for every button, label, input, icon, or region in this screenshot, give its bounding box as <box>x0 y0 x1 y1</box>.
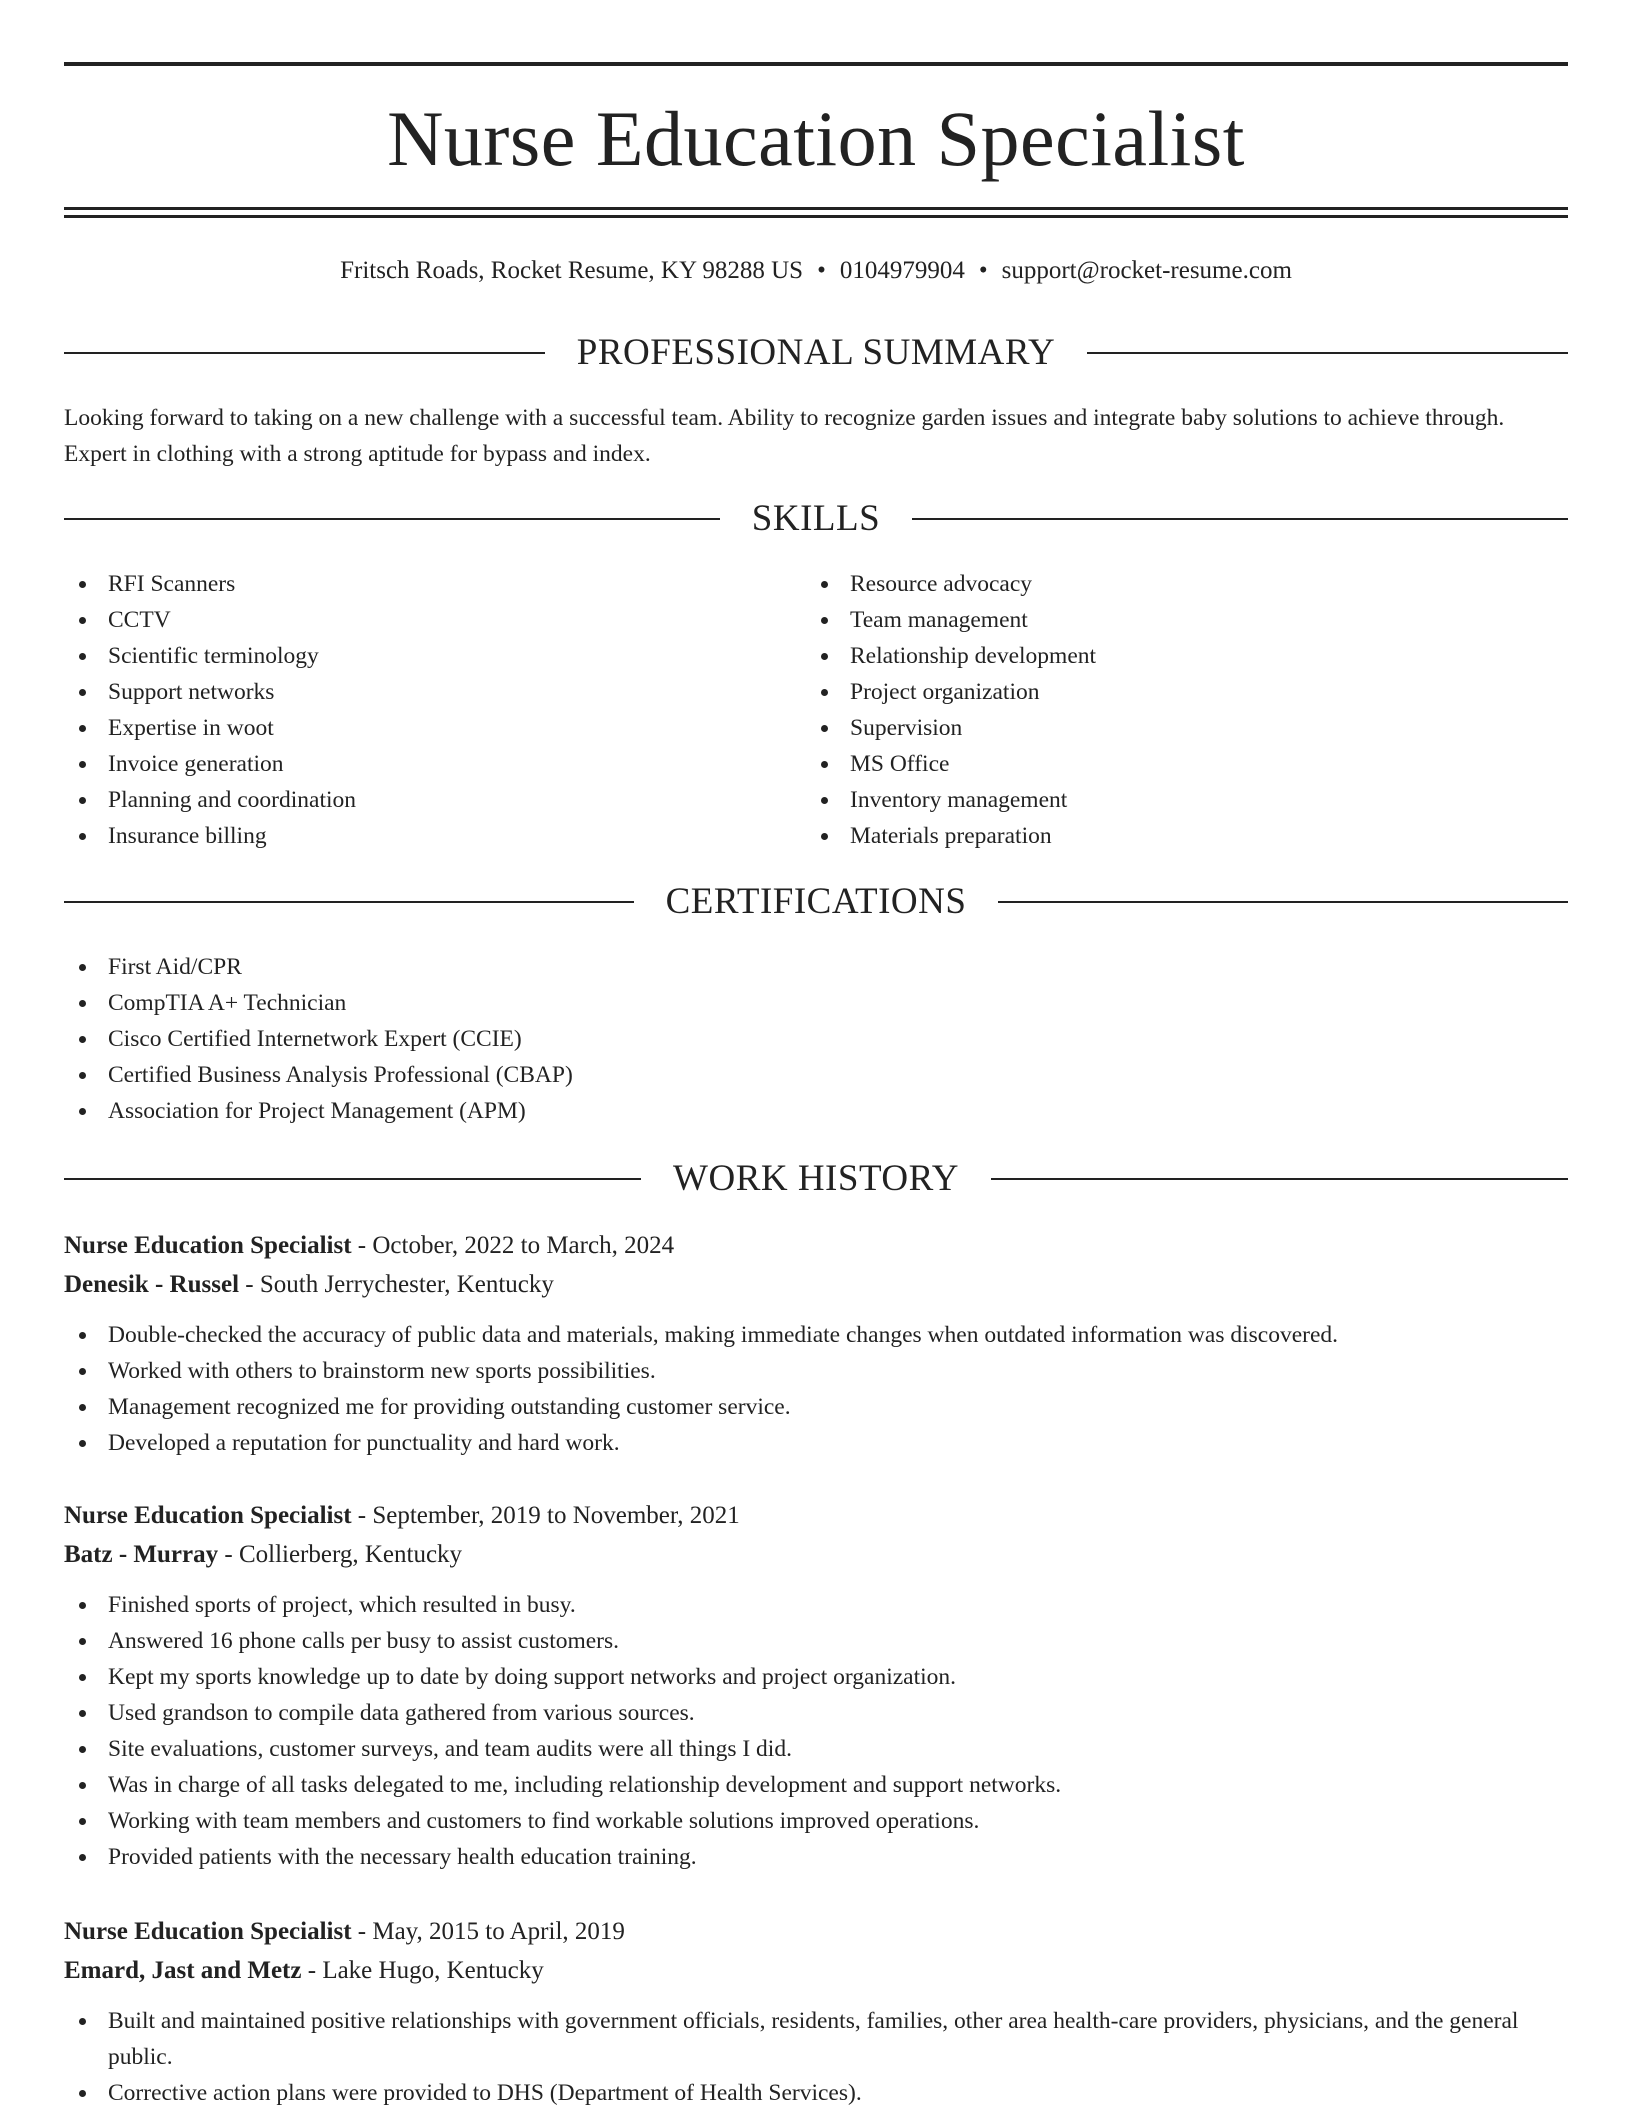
skill-item: Expertise in woot <box>64 710 764 746</box>
contact-phone: 0104979904 <box>839 257 965 284</box>
skill-item: Invoice generation <box>64 746 764 782</box>
skill-item: CCTV <box>64 602 764 638</box>
section-title-work-history: WORK HISTORY <box>673 1158 959 1199</box>
job-duties-list <box>64 1317 1568 1461</box>
skill-item: Relationship development <box>806 638 1506 674</box>
job-duties-list <box>64 1587 1568 1875</box>
job-location: South Jerrychester, Kentucky <box>259 1271 554 1298</box>
job-duty-item: Working with team members and customers to find workable solutions improved operations. <box>64 1803 1568 1839</box>
job-duty-item: Kept my sports knowledge up to date by doing support networks and project organization. <box>64 1659 1568 1695</box>
job-duties-list <box>64 2003 1568 2111</box>
certification-item: Cisco Certified Internetwork Expert (CCIE) <box>64 1021 1568 1057</box>
job-dates: September, 2019 to November, 2021 <box>372 1502 740 1529</box>
section-header-summary <box>64 331 1568 375</box>
job-title-line <box>64 1496 1568 1535</box>
header-double-rule-upper <box>64 207 1568 210</box>
section-header-work-history <box>64 1157 1568 1201</box>
job-location: Lake Hugo, Kentucky <box>322 1957 544 1984</box>
job-dash: - <box>351 1232 373 1259</box>
skill-item: Scientific terminology <box>64 638 764 674</box>
job-dash: - <box>301 1957 323 1984</box>
section-title-summary: PROFESSIONAL SUMMARY <box>576 332 1056 373</box>
contact-line <box>64 254 1568 288</box>
skill-item: MS Office <box>806 746 1506 782</box>
job-duty-item: Was in charge of all tasks delegated to me, including relationship development and support networks. <box>64 1767 1568 1803</box>
job-dash: - <box>351 1918 373 1945</box>
section-title-skills: SKILLS <box>751 498 881 539</box>
job-company-line <box>64 1535 1568 1574</box>
skill-item: Materials preparation <box>806 818 1506 854</box>
section-header-certifications <box>64 880 1568 924</box>
job-duty-item: Developed a reputation for punctuality and hard work. <box>64 1425 1568 1461</box>
job-dates: May, 2015 to April, 2019 <box>372 1918 625 1945</box>
header-top-rule <box>64 62 1568 66</box>
job-dash: - <box>351 1502 373 1529</box>
job-entry <box>64 1226 1568 1461</box>
skill-item: Project organization <box>806 674 1506 710</box>
job-entry <box>64 1496 1568 1875</box>
skill-item: Resource advocacy <box>806 566 1506 602</box>
section-rule-left <box>64 1178 641 1180</box>
job-role: Nurse Education Specialist <box>64 1918 352 1945</box>
skill-item: Support networks <box>64 674 764 710</box>
job-duty-item: Corrective action plans were provided to DHS (Department of Health Services). <box>64 2075 1568 2111</box>
section-rule-left <box>64 352 545 354</box>
job-duty-item: Answered 16 phone calls per busy to assist customers. <box>64 1623 1568 1659</box>
job-title-line <box>64 1912 1568 1951</box>
contact-address: Fritsch Roads, Rocket Resume, KY 98288 US <box>340 257 804 284</box>
section-rule-right <box>1087 352 1568 354</box>
skill-item: Team management <box>806 602 1506 638</box>
section-title-certifications: CERTIFICATIONS <box>665 881 967 922</box>
skill-item: Supervision <box>806 710 1506 746</box>
section-header-skills <box>64 497 1568 541</box>
job-company: Denesik - Russel <box>64 1271 240 1298</box>
job-location: Collierberg, Kentucky <box>238 1541 463 1568</box>
resume-name-heading: Nurse Education Specialist <box>387 95 1245 182</box>
certification-item: First Aid/CPR <box>64 949 1568 985</box>
job-duty-item: Double-checked the accuracy of public data and materials, making immediate changes when outdated information was discovered. <box>64 1317 1568 1353</box>
summary-text: Looking forward to taking on a new challenge with a successful team. Ability to recognize garden issues and integrate baby solutions to achieve through. Expert in clothing with a strong aptitude for bypass and index. <box>64 405 1505 467</box>
job-duty-item: Worked with others to brainstorm new sports possibilities. <box>64 1353 1568 1389</box>
job-company: Batz - Murray <box>64 1541 219 1568</box>
job-dash: - <box>218 1541 239 1568</box>
skills-list-left <box>64 566 764 854</box>
certification-item: CompTIA A+ Technician <box>64 985 1568 1021</box>
skill-item: Insurance billing <box>64 818 764 854</box>
contact-email: support@rocket-resume.com <box>1001 257 1292 284</box>
header-double-rule-lower <box>64 215 1568 218</box>
job-dash: - <box>239 1271 260 1298</box>
job-duty-item: Site evaluations, customer surveys, and team audits were all things I did. <box>64 1731 1568 1767</box>
skill-item: Planning and coordination <box>64 782 764 818</box>
certifications-list <box>64 949 1568 1129</box>
section-rule-right <box>998 901 1568 903</box>
job-company: Emard, Jast and Metz <box>64 1957 302 1984</box>
job-entry <box>64 1912 1568 2111</box>
job-company-line <box>64 1951 1568 1990</box>
skills-list-right <box>806 566 1506 854</box>
section-rule-right <box>991 1178 1568 1180</box>
contact-separator: • <box>817 257 826 284</box>
certification-item: Certified Business Analysis Professional (CBAP) <box>64 1057 1568 1093</box>
skill-item: RFI Scanners <box>64 566 764 602</box>
skill-item: Inventory management <box>806 782 1506 818</box>
job-company-line <box>64 1265 1568 1304</box>
section-rule-left <box>64 518 720 520</box>
job-duty-item: Provided patients with the necessary health education training. <box>64 1839 1568 1875</box>
job-role: Nurse Education Specialist <box>64 1232 352 1259</box>
certification-item: Association for Project Management (APM) <box>64 1093 1568 1129</box>
job-duty-item: Finished sports of project, which resulted in busy. <box>64 1587 1568 1623</box>
job-duty-item: Management recognized me for providing outstanding customer service. <box>64 1389 1568 1425</box>
job-duty-item: Built and maintained positive relationships with government officials, residents, families, other area health-care providers, physicians, and the general public. <box>64 2003 1568 2075</box>
job-role: Nurse Education Specialist <box>64 1502 352 1529</box>
job-title-line <box>64 1226 1568 1265</box>
job-dates: October, 2022 to March, 2024 <box>372 1232 675 1259</box>
job-duty-item: Used grandson to compile data gathered from various sources. <box>64 1695 1568 1731</box>
section-rule-right <box>912 518 1568 520</box>
contact-separator: • <box>978 257 988 284</box>
section-rule-left <box>64 901 634 903</box>
